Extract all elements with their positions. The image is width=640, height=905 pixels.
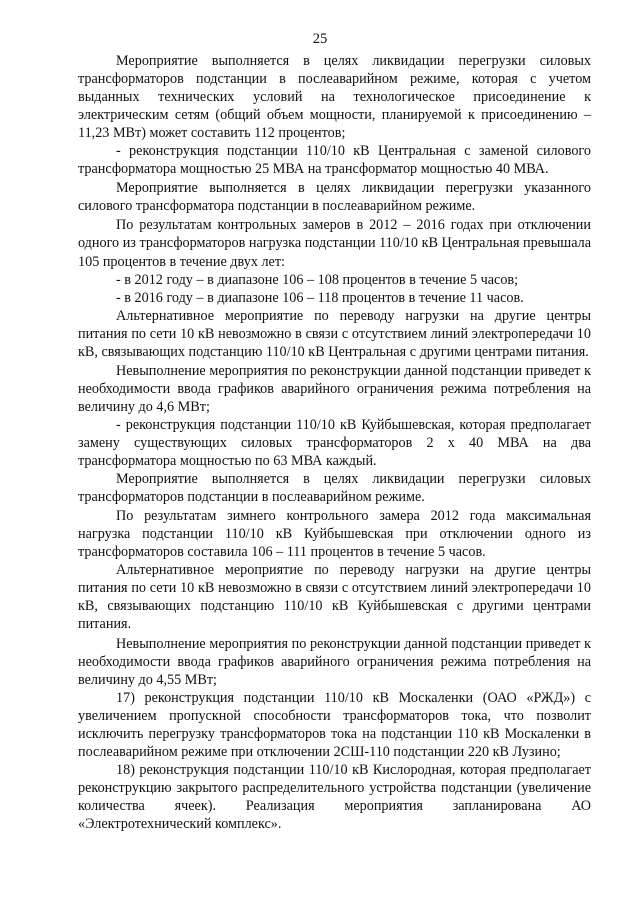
paragraph-10: Мероприятие выполняется в целях ликвидации перегрузки силовых трансформаторов подстанции в послеаварийном режиме. bbox=[78, 471, 591, 506]
paragraph-11: По результатам зимнего контрольного замера 2012 года максимальная нагрузка подстанции 110/10 кВ Куйбышевская при отключении одного из трансформаторов составила 106 – 111 процентов в течение 5 часов. bbox=[78, 508, 591, 561]
paragraph-14: 17) реконструкция подстанции 110/10 кВ Москаленки (ОАО «РЖД») с увеличением пропускной способности трансформаторов тока, что позволит исключить перегрузку трансформаторов тока на подстанции 110 кВ Москаленки в послеаварийном режиме при отключении 2СШ-110 подстанции 220 кВ Лузино; bbox=[78, 689, 591, 760]
paragraph-1: Мероприятие выполняется в целях ликвидации перегрузки силовых трансформаторов подстанции в послеаварийном режиме, которая с учетом выданных технических условий на технологическое присоединение к электрическим сетям (общий объем мощности, планируемой к присоединению – 11,23 МВт) может составить 112 процентов; bbox=[78, 53, 591, 142]
paragraph-8: Невыполнение мероприятия по реконструкции данной подстанции приведет к необходимости ввода графиков аварийного ограничения режима потребления на величину до 4,6 МВт; bbox=[78, 362, 591, 415]
paragraph-9: - реконструкция подстанции 110/10 кВ Куйбышевская, которая предполагает замену существующих силовых трансформаторов 2 х 40 МВА на два трансформатора мощностью по 63 МВА каждый. bbox=[78, 416, 591, 470]
page-number: 25 bbox=[312, 31, 328, 47]
paragraph-3: Мероприятие выполняется в целях ликвидации перегрузки указанного силового трансформатора подстанции в послеаварийном режиме. bbox=[78, 180, 591, 215]
paragraph-5: - в 2012 году – в диапазоне 106 – 108 процентов в течение 5 часов; bbox=[116, 271, 519, 288]
paragraph-2: - реконструкция подстанции 110/10 кВ Центральная с заменой силового трансформатора мощностью 25 МВА на трансформатор мощностью 40 МВА. bbox=[78, 143, 591, 178]
document-body bbox=[78, 52, 591, 833]
paragraph-12: Альтернативное мероприятие по переводу нагрузки на другие центры питания по сети 10 кВ невозможно в связи с отсутствием линий электропередачи 10 кВ, связывающих подстанцию 110/10 кВ Куйбышевская с другими центрами питания. bbox=[78, 562, 591, 633]
paragraph-13: Невыполнение мероприятия по реконструкции данной подстанции приведет к необходимости ввода графиков аварийного ограничения режима потребления на величину до 4,55 МВт; bbox=[78, 635, 591, 688]
paragraph-4: По результатам контрольных замеров в 2012 – 2016 годах при отключении одного из трансформаторов нагрузка подстанции 110/10 кВ Центральная превышала 105 процентов в течение двух лет: bbox=[78, 217, 591, 270]
paragraph-6: - в 2016 году – в диапазоне 106 – 118 процентов в течение 11 часов. bbox=[116, 289, 524, 306]
paragraph-7: Альтернативное мероприятие по переводу нагрузки на другие центры питания по сети 10 кВ невозможно в связи с отсутствием линий электропередачи 10 кВ, связывающих подстанцию 110/10 кВ Центральная с другими центрами питания. bbox=[78, 307, 591, 360]
paragraph-15: 18) реконструкция подстанции 110/10 кВ Кислородная, которая предполагает реконструкцию закрытого распределительного устройства подстанции (увеличение количества ячеек). Реализация мероприятия запланирована АО «Электротехнический комплекс». bbox=[78, 761, 591, 832]
